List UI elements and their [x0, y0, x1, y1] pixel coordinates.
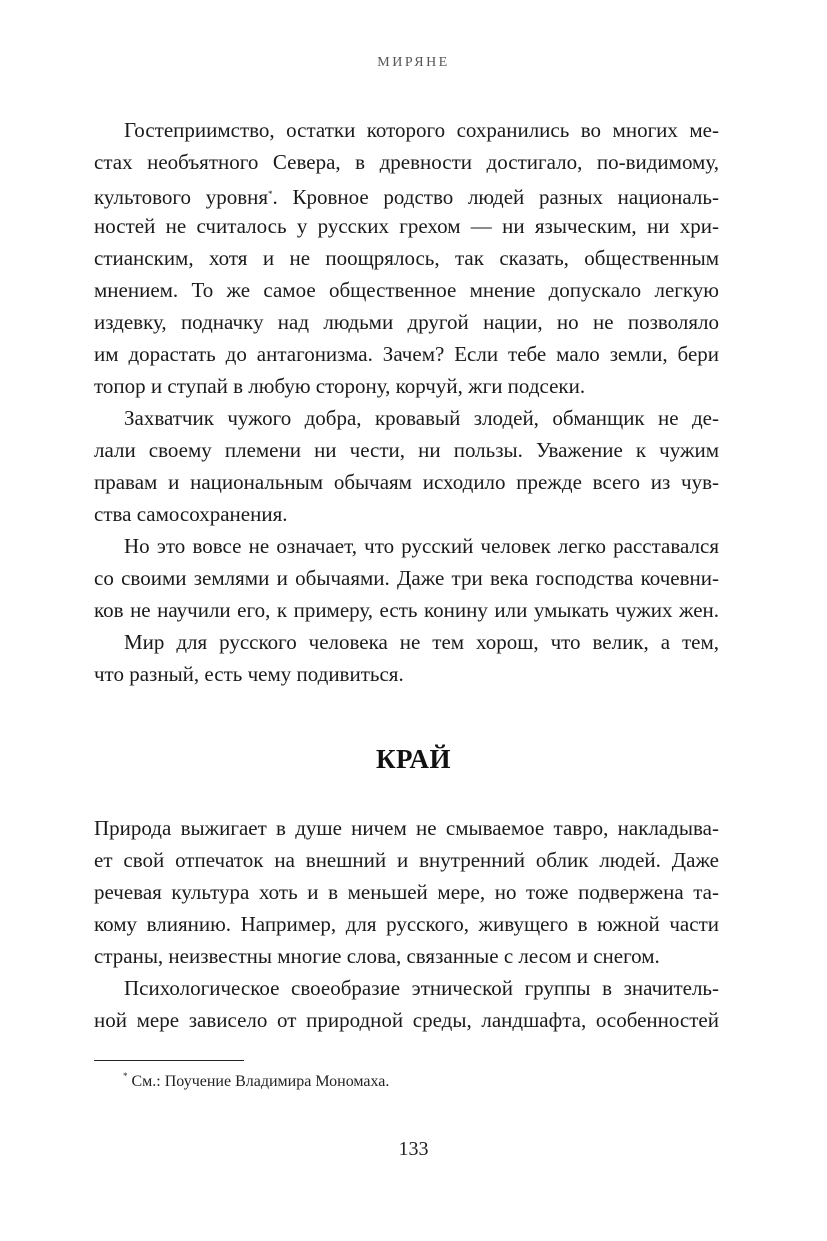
footnote-text: См.: Поучение Владимира Мономаха.: [131, 1073, 390, 1090]
text-line: ностей не считалось у русских грехом — ни языческим, ни хри-: [94, 214, 719, 238]
page-number: 133: [398, 1138, 429, 1160]
footnote-marker: *: [123, 1071, 128, 1081]
text-line-part: культового уровня: [94, 185, 269, 209]
text-line-part: . Кровное родство людей разных националь-: [272, 185, 719, 209]
text-line: Но это вовсе не означает, что русский человек легко расставался: [124, 534, 719, 558]
text-line: издевку, подначку над людьми другой нации, но не позволяло: [94, 310, 719, 334]
text-line: страны, неизвестны многие слова, связанные с лесом и снегом.: [94, 944, 660, 968]
text-line: им дорастать до антагонизма. Зачем? Если тебе мало земли, бери: [94, 342, 719, 366]
running-head: МИРЯНЕ: [377, 55, 450, 70]
text-line: со своими землями и обычаями. Даже три века господства кочевни-: [94, 566, 719, 590]
text-line: что разный, есть чему подивиться.: [94, 662, 404, 686]
text-line: ет свой отпечаток на внешний и внутренний облик людей. Даже: [94, 848, 719, 872]
text-line: Психологическое своеобразие этнической группы в значитель-: [124, 976, 719, 1000]
footnote-ref: *: [268, 189, 273, 199]
text-line: лали своему племени ни чести, ни пользы. Уважение к чужим: [94, 438, 719, 462]
text-line: кому влиянию. Например, для русского, живущего в южной части: [94, 912, 719, 936]
text-line: [94, 182, 719, 209]
text-line: ства самосохранения.: [94, 502, 288, 526]
text-line: стианским, хотя и не поощрялось, так сказать, общественным: [94, 246, 719, 270]
text-line: Захватчик чужого добра, кровавый злодей, обманщик не де-: [124, 406, 719, 430]
text-line: правам и национальным обычаям исходило прежде всего из чув-: [94, 470, 719, 494]
text-line: топор и ступай в любую сторону, корчуй, жги подсеки.: [94, 374, 586, 398]
text-line: ков не научили его, к примеру, есть конину или умыкать чужих жен.: [94, 598, 719, 622]
text-line: ной мере зависело от природной среды, ландшафта, особенностей: [94, 1008, 719, 1032]
text-line: Природа выжигает в душе ничем не смываемое тавро, накладыва-: [94, 816, 719, 840]
section-title: КРАЙ: [375, 744, 452, 774]
text-line: стах необъятного Севера, в древности достигало, по-видимому,: [94, 150, 719, 174]
text-line: мнением. То же самое общественное мнение допускало легкую: [94, 278, 719, 302]
footnote-divider: [94, 1060, 244, 1061]
footnote: [123, 1071, 389, 1091]
text-line: речевая культура хоть и в меньшей мере, но тоже подвержена та-: [94, 880, 719, 904]
text-line: Гостеприимство, остатки которого сохранились во многих ме-: [124, 118, 719, 142]
text-line: Мир для русского человека не тем хорош, что велик, а тем,: [124, 630, 719, 654]
